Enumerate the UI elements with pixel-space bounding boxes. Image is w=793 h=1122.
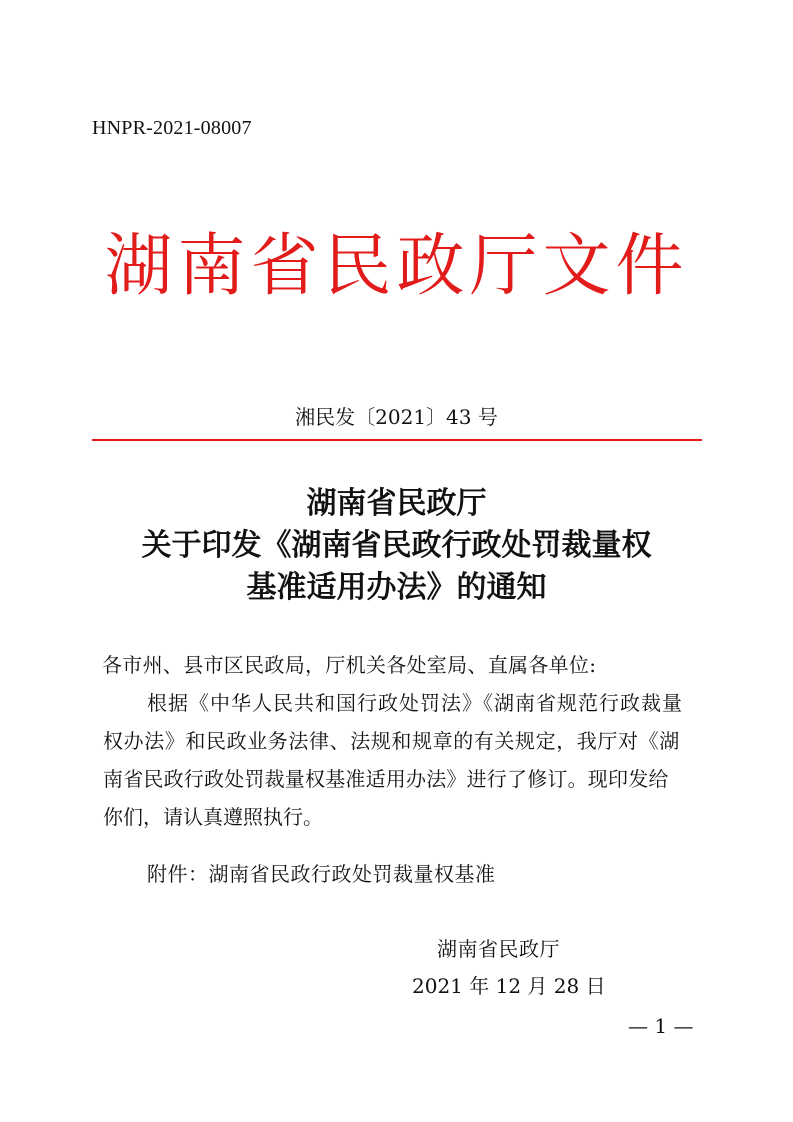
paragraph-line: 南省民政行政处罚裁量权基准适用办法》进行了修订。现印发给 — [103, 767, 669, 791]
document-code: HNPR-2021-08007 — [92, 117, 252, 139]
notice-title-line-1: 湖南省民政厅 — [306, 486, 487, 521]
issuer-signature: 湖南省民政厅 — [437, 937, 560, 961]
issue-date: 2021 年 12 月 28 日 — [412, 974, 606, 998]
paragraph-line: 你们，请认真遵照执行。 — [103, 805, 323, 829]
page-number: — 1 — — [628, 1014, 694, 1038]
document-number: 湘民发〔2021〕43 号 — [295, 405, 498, 429]
paragraph-line: 根据《中华人民共和国行政处罚法》《湖南省规范行政裁量 — [147, 691, 683, 715]
notice-title-line-3: 基准适用办法》的通知 — [246, 570, 547, 605]
notice-title-line-2: 关于印发《湖南省民政行政处罚裁量权 — [141, 528, 652, 563]
paragraph-line: 权办法》和民政业务法律、法规和规章的有关规定，我厅对《湖 — [103, 729, 680, 753]
masthead-title: 湖南省民政厅文件 — [104, 227, 689, 306]
addressee: 各市州、县市区民政局，厅机关各处室局、直属各单位: — [102, 653, 597, 677]
red-separator-line — [92, 439, 702, 441]
attachment-note: 附件：湖南省民政行政处罚裁量权基准 — [147, 862, 496, 886]
